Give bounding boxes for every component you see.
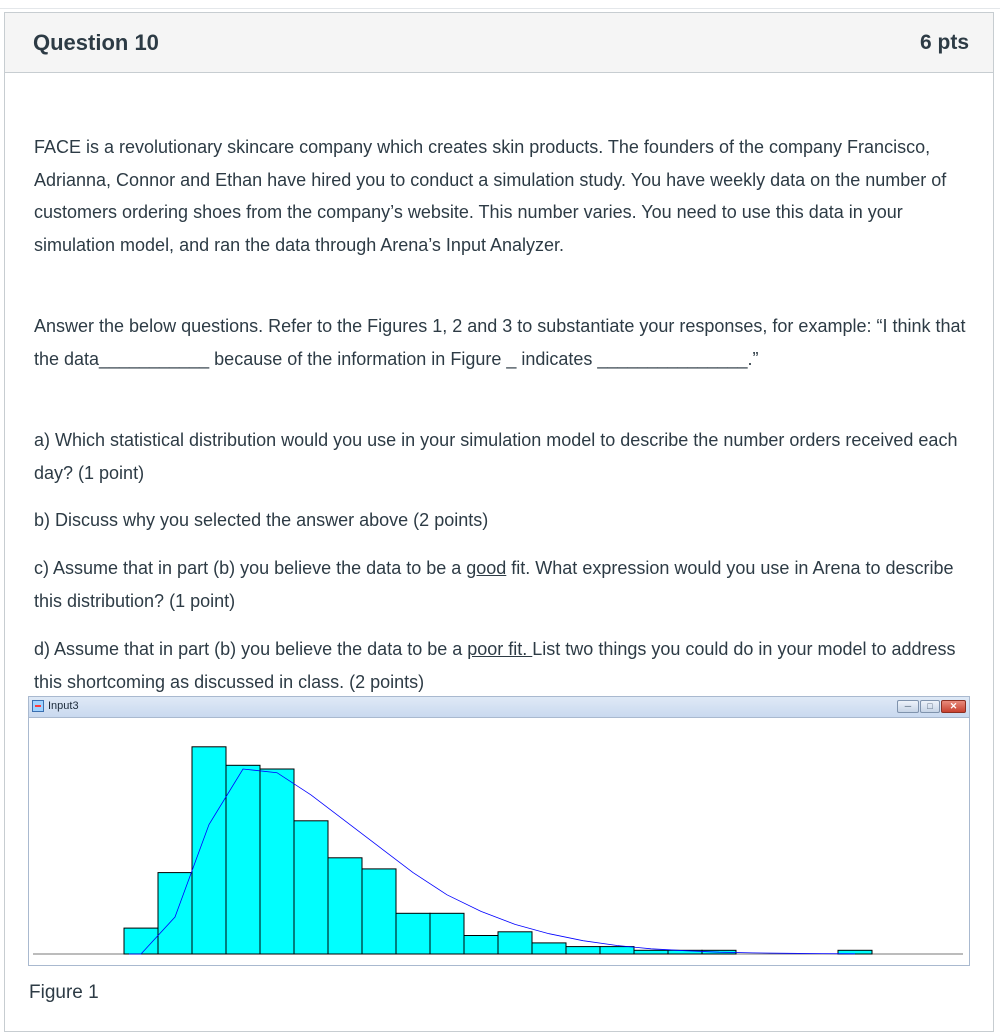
part-d-question	[34, 633, 979, 698]
part-c-question	[34, 552, 979, 617]
histogram-bar	[294, 821, 328, 954]
window-titlebar[interactable]	[29, 697, 969, 718]
histogram-bar	[328, 858, 362, 954]
part-d-text-post: List two things you could do in your model to address this shortcoming as discussed in class. (2 points)	[34, 639, 956, 692]
minimize-button[interactable]	[897, 700, 919, 713]
part-a-question: a) Which statistical distribution would you use in your simulation model to describe the number orders received each day? (1 point)	[34, 430, 958, 483]
part-b-question: b) Discuss why you selected the answer above (2 points)	[34, 510, 489, 530]
part-d-text-pre: d) Assume that in part (b) you believe the data to be a	[34, 639, 468, 659]
instructions-paragraph: Answer the below questions. Refer to the Figures 1, 2 and 3 to substantiate your responses, for example: “I think that the data___________ because of the information in Figure _ indicates _______________.”	[34, 316, 966, 369]
question-points: 6 pts	[919, 30, 969, 54]
top-divider	[0, 0, 1000, 9]
histogram-bar	[430, 913, 464, 954]
part-c-text-pre: c) Assume that in part (b) you believe the data to be a	[34, 558, 467, 578]
question-header	[5, 13, 993, 73]
window-title: Input3	[48, 700, 79, 712]
maximize-icon: □	[927, 701, 933, 711]
input-analyzer-window	[28, 696, 970, 966]
app-icon	[32, 700, 44, 712]
histogram-bar	[260, 769, 294, 954]
intro-paragraph: FACE is a revolutionary skincare company which creates skin products. The founders of the company Francisco, Adrianna, Connor and Ethan have hired you to conduct a simulation study. You have weekly data on the number of customers ordering shoes from the company’s website. This number varies. You need to use this data in your simulation model, and ran the data through Arena’s Input Analyzer.	[34, 137, 947, 255]
histogram-chart	[29, 718, 969, 965]
question-title: Question 10	[33, 29, 159, 55]
close-icon: ✕	[949, 701, 958, 711]
part-c-emphasis: good	[466, 558, 507, 578]
histogram-plot-area	[29, 718, 969, 965]
figure-caption: Figure 1	[29, 982, 99, 1003]
close-button[interactable]	[941, 700, 966, 713]
histogram-bar	[396, 913, 430, 954]
part-c-text-post: fit. What expression would you use in Arena to describe this distribution? (1 point)	[34, 558, 954, 611]
histogram-bar	[226, 765, 260, 954]
histogram-bar	[600, 947, 634, 954]
part-d-emphasis: poor fit.	[467, 639, 533, 659]
histogram-bar	[532, 943, 566, 954]
maximize-button[interactable]	[920, 700, 940, 713]
histogram-bar	[498, 932, 532, 954]
histogram-bar	[634, 950, 668, 954]
histogram-bar	[192, 747, 226, 954]
histogram-bar	[362, 869, 396, 954]
histogram-bar	[566, 947, 600, 954]
minimize-icon: ─	[904, 701, 912, 711]
histogram-bar	[464, 936, 498, 955]
